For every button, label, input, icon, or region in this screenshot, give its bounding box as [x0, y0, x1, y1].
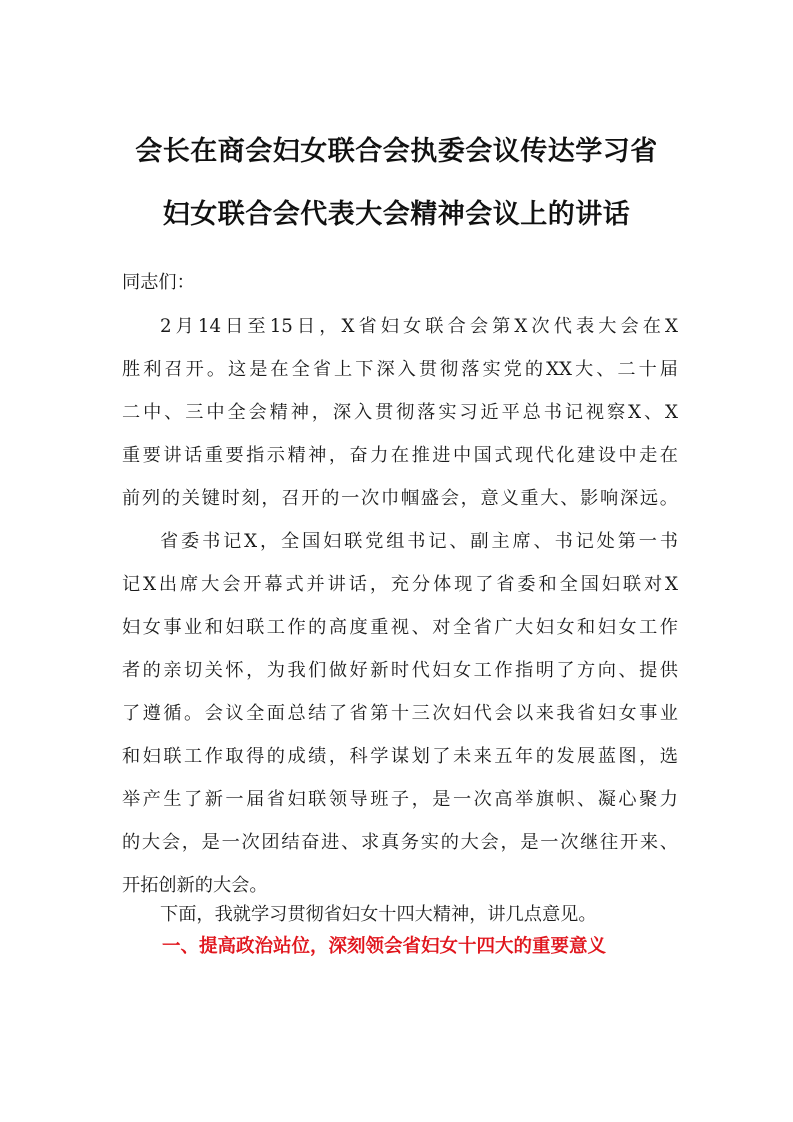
paragraph-2-line: 省委书记X，全国妇联党组书记、副主席、书记处第一书 [160, 531, 678, 552]
paragraph-3-line: 下面，我就学习贯彻省妇女十四大精神，讲几点意见。 [160, 904, 597, 925]
paragraph-2-line: 开拓创新的大会。 [122, 875, 268, 896]
paragraph-2-line: 妇女事业和妇联工作的高度重视、对全省广大妇女和妇女工作 [122, 617, 678, 638]
paragraph-2-line: 和妇联工作取得的成绩，科学谋划了未来五年的发展蓝图，选 [122, 746, 678, 767]
paragraph-1-line: 胜利召开。这是在全省上下深入贯彻落实党的XX大、二十届 [122, 359, 678, 380]
paragraph-2-line: 了遵循。会议全面总结了省第十三次妇代会以来我省妇女事业 [122, 703, 678, 724]
paragraph-2-line: 的大会，是一次团结奋进、求真务实的大会，是一次继往开来、 [122, 832, 678, 853]
paragraph-2-line: 记X出席大会开幕式并讲话，充分体现了省委和全国妇联对X [122, 574, 678, 595]
paragraph-1-line: 二中、三中全会精神，深入贯彻落实习近平总书记视察X、X [122, 402, 678, 423]
document-title-line-1: 会长在商会妇女联合会执委会议传达学习省 [135, 136, 658, 167]
paragraph-1-line: 2月14日至15日，X省妇女联合会第X次代表大会在X [160, 316, 678, 337]
paragraph-1-line: 前列的关键时刻，召开的一次巾帼盛会，意义重大、影响深远。 [122, 488, 678, 509]
paragraph-2-line: 举产生了新一届省妇联领导班子，是一次高举旗帜、凝心聚力 [122, 789, 678, 810]
salutation: 同志们： [122, 272, 195, 293]
document-title-line-2: 妇女联合会代表大会精神会议上的讲话 [162, 199, 631, 230]
section-heading: 一、提高政治站位，深刻领会省妇女十四大的重要意义 [162, 936, 607, 957]
paragraph-1-line: 重要讲话重要指示精神，奋力在推进中国式现代化建设中走在 [122, 445, 678, 466]
paragraph-2-line: 者的亲切关怀，为我们做好新时代妇女工作指明了方向、提供 [122, 660, 678, 681]
